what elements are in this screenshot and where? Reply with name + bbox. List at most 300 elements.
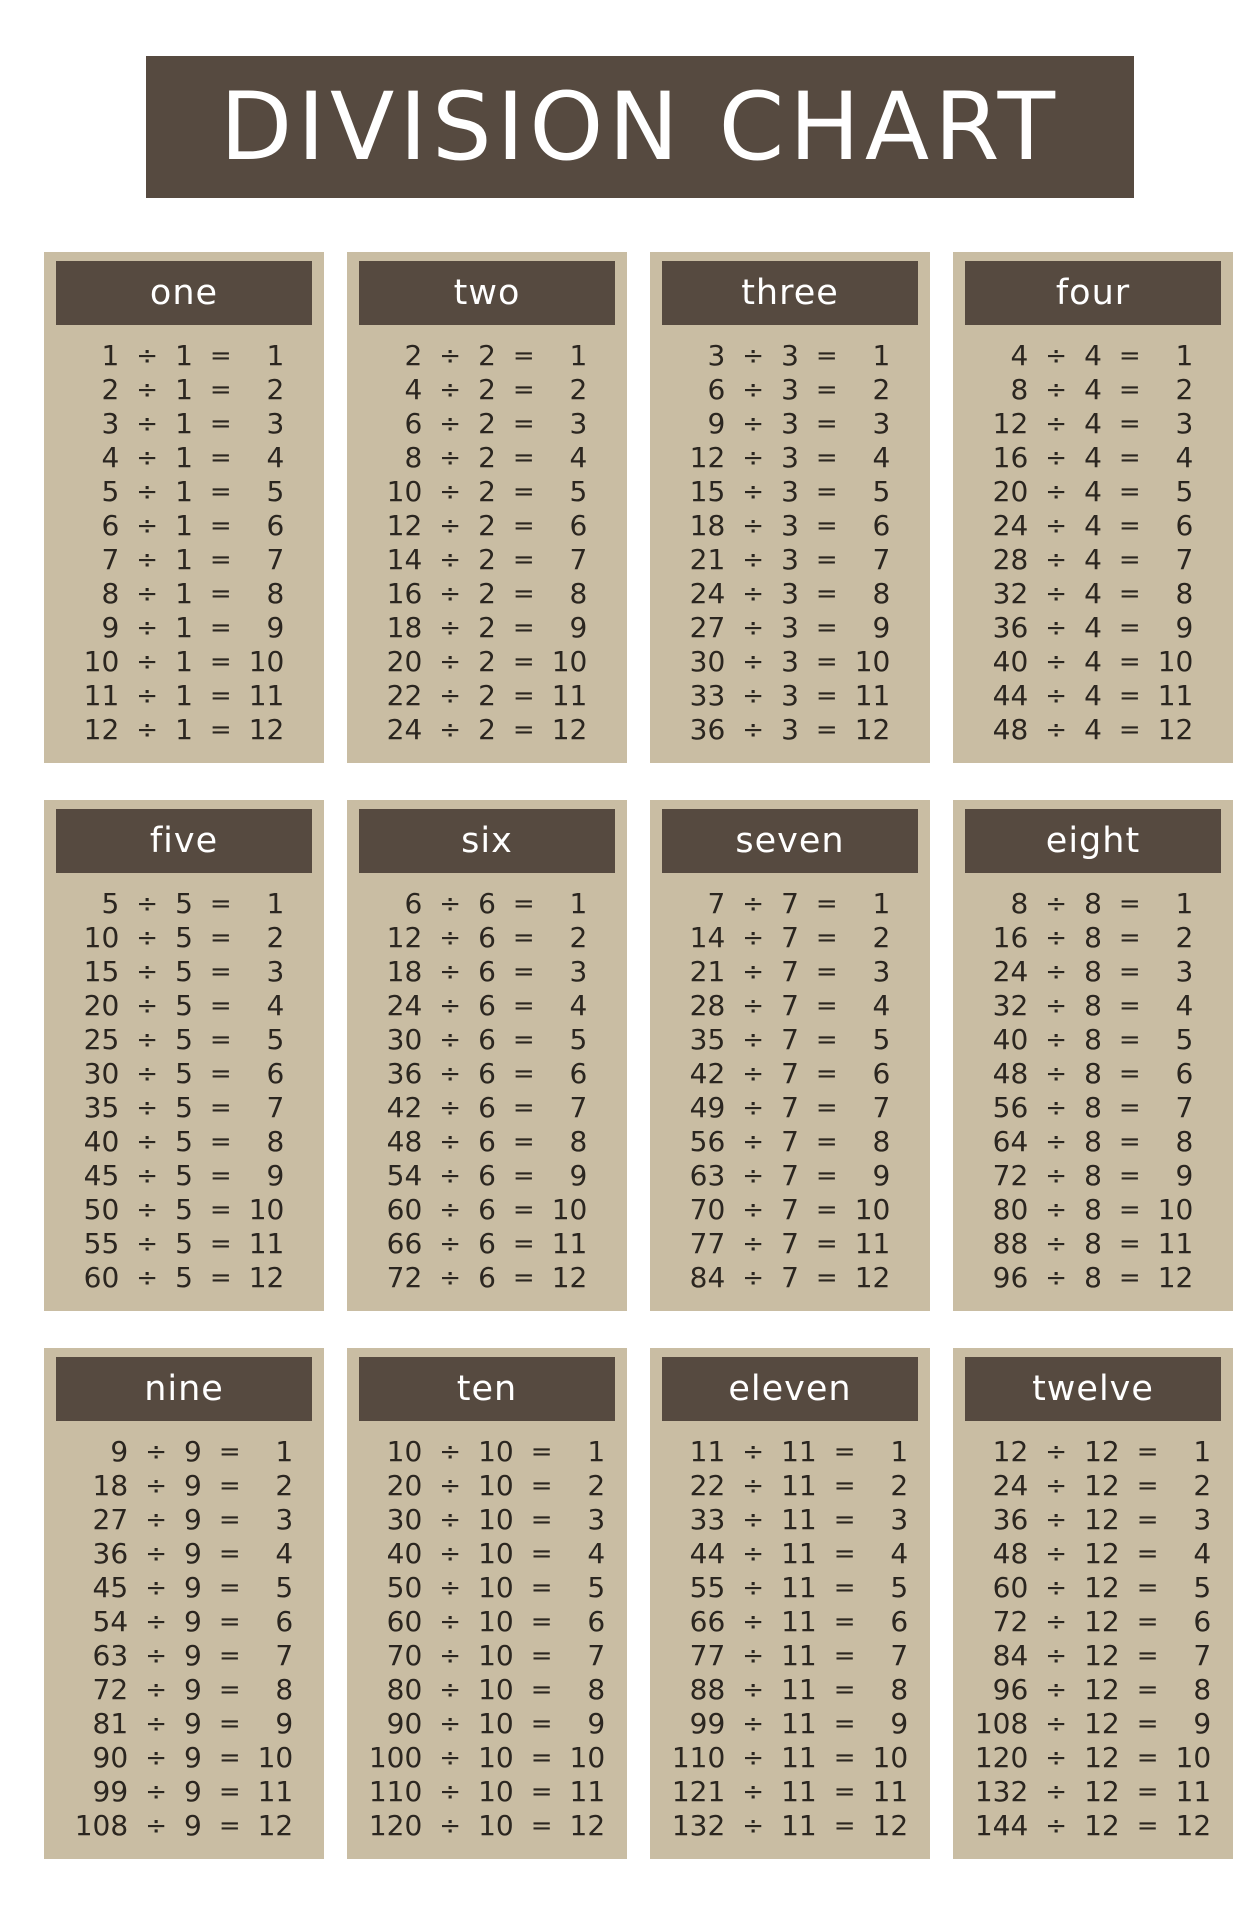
quotient-value: 4	[569, 989, 588, 1022]
equals-sign: =	[1118, 681, 1141, 711]
divisor-value: 6	[478, 1227, 496, 1260]
division-sign: ÷	[439, 579, 462, 609]
division-sign: ÷	[439, 1539, 462, 1569]
division-sign: ÷	[439, 1195, 462, 1225]
division-sign: ÷	[136, 681, 159, 711]
divisor-value: 6	[478, 1261, 496, 1294]
equation-row	[681, 1125, 900, 1159]
equation-rows	[75, 887, 294, 1295]
division-sign: ÷	[742, 511, 765, 541]
equals-sign: =	[209, 1195, 232, 1225]
divisor-value: 3	[781, 373, 799, 406]
equals-sign: =	[209, 991, 232, 1021]
equation-row	[66, 1775, 303, 1809]
quotient-value: 9	[872, 1159, 891, 1192]
quotient-value: 12	[248, 713, 285, 746]
division-sign: ÷	[439, 923, 462, 953]
divisor-value: 5	[175, 1057, 193, 1090]
equals-sign: =	[209, 375, 232, 405]
equation-row	[75, 1023, 294, 1057]
quotient-value: 10	[257, 1741, 294, 1774]
divisor-value: 1	[175, 679, 193, 712]
quotient-value: 6	[569, 1057, 588, 1090]
equation-row	[966, 1673, 1220, 1707]
equation-row	[360, 1605, 614, 1639]
quotient-value: 7	[1175, 543, 1194, 576]
division-sign: ÷	[136, 1025, 159, 1055]
equals-sign: =	[815, 1161, 838, 1191]
card-label: eight	[1045, 821, 1141, 861]
equals-sign: =	[1136, 1573, 1159, 1603]
dividend-value: 36	[689, 713, 726, 746]
divisor-value: 3	[781, 679, 799, 712]
quotient-value: 12	[551, 713, 588, 746]
equation-row	[75, 543, 294, 577]
equation-row	[66, 1673, 303, 1707]
equals-sign: =	[530, 1811, 553, 1841]
quotient-value: 11	[248, 679, 285, 712]
division-card-one	[44, 252, 324, 763]
equals-sign: =	[512, 1229, 535, 1259]
dividend-value: 22	[386, 679, 423, 712]
divisor-value: 7	[781, 955, 799, 988]
quotient-value: 10	[854, 1193, 891, 1226]
dividend-value: 1	[101, 339, 120, 372]
equation-row	[378, 1125, 597, 1159]
equation-row	[378, 407, 597, 441]
equation-row	[378, 1159, 597, 1193]
equals-sign: =	[815, 715, 838, 745]
divisor-value: 10	[478, 1741, 514, 1774]
equals-sign: =	[1118, 477, 1141, 507]
equation-row	[360, 1469, 614, 1503]
dividend-value: 50	[83, 1193, 120, 1226]
dividend-value: 15	[689, 475, 726, 508]
equals-sign: =	[209, 923, 232, 953]
equation-row	[984, 475, 1203, 509]
division-sign: ÷	[439, 545, 462, 575]
division-sign: ÷	[742, 375, 765, 405]
equation-row	[75, 921, 294, 955]
dividend-value: 10	[386, 475, 423, 508]
dividend-value: 84	[689, 1261, 726, 1294]
equation-row	[75, 989, 294, 1023]
division-sign: ÷	[1045, 341, 1068, 371]
quotient-value: 1	[569, 339, 588, 372]
equals-sign: =	[512, 443, 535, 473]
divisor-value: 7	[781, 1159, 799, 1192]
equals-sign: =	[1118, 375, 1141, 405]
equation-row	[378, 1193, 597, 1227]
equation-rows	[75, 339, 294, 747]
division-card-eleven	[650, 1348, 930, 1859]
equation-row	[984, 921, 1203, 955]
equation-row	[966, 1503, 1220, 1537]
division-sign: ÷	[439, 991, 462, 1021]
divisor-value: 10	[478, 1469, 514, 1502]
division-sign: ÷	[1045, 1263, 1068, 1293]
dividend-value: 121	[671, 1775, 726, 1808]
quotient-value: 5	[569, 1023, 588, 1056]
dividend-value: 60	[992, 1571, 1029, 1604]
divisor-value: 2	[478, 373, 496, 406]
equation-table	[663, 1435, 917, 1843]
quotient-value: 12	[551, 1261, 588, 1294]
equals-sign: =	[815, 1093, 838, 1123]
dividend-value: 21	[689, 955, 726, 988]
divisor-value: 1	[175, 577, 193, 610]
equation-row	[360, 1741, 614, 1775]
equals-sign: =	[1118, 647, 1141, 677]
equals-sign: =	[530, 1437, 553, 1467]
dividend-value: 54	[386, 1159, 423, 1192]
division-sign: ÷	[1045, 1573, 1068, 1603]
divisor-value: 6	[478, 1091, 496, 1124]
equation-row	[681, 1193, 900, 1227]
divisor-value: 2	[478, 475, 496, 508]
quotient-value: 5	[1175, 475, 1194, 508]
dividend-value: 35	[83, 1091, 120, 1124]
equals-sign: =	[530, 1675, 553, 1705]
equation-row	[75, 713, 294, 747]
quotient-value: 11	[569, 1775, 606, 1808]
dividend-value: 5	[101, 887, 120, 920]
equation-row	[663, 1605, 917, 1639]
quotient-value: 2	[872, 373, 891, 406]
cards-grid	[44, 252, 1233, 1859]
dividend-value: 25	[83, 1023, 120, 1056]
division-sign: ÷	[1045, 957, 1068, 987]
quotient-value: 9	[1175, 1159, 1194, 1192]
equation-row	[681, 921, 900, 955]
equation-row	[681, 887, 900, 921]
equation-row	[681, 407, 900, 441]
division-sign: ÷	[1045, 1161, 1068, 1191]
card-header	[965, 261, 1221, 325]
dividend-value: 100	[368, 1741, 423, 1774]
quotient-value: 4	[266, 441, 285, 474]
equation-row	[966, 1707, 1220, 1741]
quotient-value: 1	[1175, 887, 1194, 920]
divisor-value: 12	[1084, 1707, 1120, 1740]
divisor-value: 11	[781, 1809, 817, 1842]
quotient-value: 10	[248, 1193, 285, 1226]
equation-row	[984, 1023, 1203, 1057]
quotient-value: 7	[266, 543, 285, 576]
division-sign: ÷	[439, 477, 462, 507]
division-sign: ÷	[742, 613, 765, 643]
quotient-value: 6	[266, 509, 285, 542]
quotient-value: 11	[248, 1227, 285, 1260]
division-sign: ÷	[145, 1709, 167, 1739]
dividend-value: 3	[707, 339, 726, 372]
quotient-value: 6	[872, 509, 891, 542]
equation-row	[681, 543, 900, 577]
divisor-value: 6	[478, 887, 496, 920]
quotient-value: 8	[872, 577, 891, 610]
divisor-value: 8	[1084, 887, 1102, 920]
divisor-value: 5	[175, 1227, 193, 1260]
equals-sign: =	[209, 341, 232, 371]
equals-sign: =	[815, 1025, 838, 1055]
dividend-value: 55	[689, 1571, 726, 1604]
quotient-value: 11	[854, 1227, 891, 1260]
dividend-value: 64	[992, 1125, 1029, 1158]
equation-row	[966, 1435, 1220, 1469]
dividend-value: 11	[689, 1435, 726, 1468]
equals-sign: =	[512, 715, 535, 745]
quotient-value: 7	[569, 1091, 588, 1124]
divisor-value: 9	[183, 1469, 202, 1502]
dividend-value: 40	[992, 1023, 1029, 1056]
division-sign: ÷	[742, 1505, 765, 1535]
divisor-value: 5	[175, 1261, 193, 1294]
dividend-value: 56	[992, 1091, 1029, 1124]
dividend-value: 32	[992, 577, 1029, 610]
equation-row	[75, 577, 294, 611]
title-banner	[146, 56, 1134, 198]
division-sign: ÷	[1045, 545, 1068, 575]
division-sign: ÷	[742, 1539, 765, 1569]
dividend-value: 48	[992, 1537, 1029, 1570]
equals-sign: =	[815, 1059, 838, 1089]
divisor-value: 1	[175, 339, 193, 372]
division-card-three	[650, 252, 930, 763]
division-sign: ÷	[439, 647, 462, 677]
equation-table	[378, 339, 597, 747]
division-sign: ÷	[742, 715, 765, 745]
card-label: two	[453, 273, 521, 313]
dividend-value: 50	[386, 1571, 423, 1604]
division-sign: ÷	[742, 409, 765, 439]
quotient-value: 7	[266, 1091, 285, 1124]
divisor-value: 6	[478, 1057, 496, 1090]
dividend-value: 8	[1010, 373, 1029, 406]
card-label: twelve	[1032, 1369, 1154, 1409]
equals-sign: =	[512, 1161, 535, 1191]
division-sign: ÷	[742, 991, 765, 1021]
division-sign: ÷	[1045, 579, 1068, 609]
quotient-value: 10	[569, 1741, 606, 1774]
division-sign: ÷	[136, 409, 159, 439]
card-label: one	[149, 273, 219, 313]
equation-row	[378, 1091, 597, 1125]
divisor-value: 2	[478, 509, 496, 542]
divisor-value: 11	[781, 1435, 817, 1468]
equals-sign: =	[1136, 1811, 1159, 1841]
dividend-value: 8	[404, 441, 423, 474]
equation-row	[681, 509, 900, 543]
equation-row	[75, 339, 294, 373]
equation-row	[681, 1227, 900, 1261]
equation-row	[360, 1435, 614, 1469]
divisor-value: 10	[478, 1605, 514, 1638]
equation-row	[75, 887, 294, 921]
division-sign: ÷	[742, 1127, 765, 1157]
dividend-value: 90	[386, 1707, 423, 1740]
division-sign: ÷	[136, 647, 159, 677]
divisor-value: 4	[1084, 543, 1102, 576]
dividend-value: 14	[689, 921, 726, 954]
dividend-value: 16	[386, 577, 423, 610]
quotient-value: 9	[569, 1159, 588, 1192]
equals-sign: =	[512, 545, 535, 575]
quotient-value: 9	[266, 611, 285, 644]
equation-row	[663, 1435, 917, 1469]
divisor-value: 1	[175, 645, 193, 678]
division-sign: ÷	[1045, 1607, 1068, 1637]
quotient-value: 11	[872, 1775, 909, 1808]
divisor-value: 8	[1084, 921, 1102, 954]
quotient-value: 4	[890, 1537, 909, 1570]
quotient-value: 9	[569, 611, 588, 644]
dividend-value: 24	[992, 955, 1029, 988]
equals-sign: =	[512, 1093, 535, 1123]
divisor-value: 11	[781, 1639, 817, 1672]
dividend-value: 27	[92, 1503, 129, 1536]
quotient-value: 5	[275, 1571, 294, 1604]
divisor-value: 2	[478, 407, 496, 440]
division-sign: ÷	[1045, 1229, 1068, 1259]
quotient-value: 1	[1193, 1435, 1212, 1468]
dividend-value: 16	[992, 921, 1029, 954]
quotient-value: 7	[587, 1639, 606, 1672]
equation-row	[378, 373, 597, 407]
dividend-value: 72	[92, 1673, 129, 1706]
equals-sign: =	[530, 1607, 553, 1637]
divisor-value: 12	[1084, 1741, 1120, 1774]
equation-row	[360, 1639, 614, 1673]
equation-row	[663, 1503, 917, 1537]
division-sign: ÷	[439, 1229, 462, 1259]
divisor-value: 11	[781, 1673, 817, 1706]
equation-row	[75, 1227, 294, 1261]
dividend-value: 12	[386, 921, 423, 954]
division-sign: ÷	[742, 1263, 765, 1293]
equals-sign: =	[512, 1195, 535, 1225]
divisor-value: 5	[175, 1023, 193, 1056]
division-sign: ÷	[1045, 1641, 1068, 1671]
equation-row	[663, 1673, 917, 1707]
equals-sign: =	[815, 477, 838, 507]
quotient-value: 1	[872, 339, 891, 372]
equation-table	[75, 339, 294, 747]
division-sign: ÷	[439, 1777, 462, 1807]
dividend-value: 22	[689, 1469, 726, 1502]
equals-sign: =	[815, 1127, 838, 1157]
equals-sign: =	[209, 647, 232, 677]
equation-rows	[360, 1435, 614, 1843]
dividend-value: 30	[83, 1057, 120, 1090]
division-sign: ÷	[136, 545, 159, 575]
equation-row	[75, 645, 294, 679]
equals-sign: =	[512, 957, 535, 987]
dividend-value: 18	[386, 611, 423, 644]
divisor-value: 7	[781, 1023, 799, 1056]
quotient-value: 8	[1175, 577, 1194, 610]
equation-row	[360, 1775, 614, 1809]
division-sign: ÷	[742, 1229, 765, 1259]
dividend-value: 36	[386, 1057, 423, 1090]
division-card-six	[347, 800, 627, 1311]
quotient-value: 11	[854, 679, 891, 712]
dividend-value: 12	[992, 1435, 1029, 1468]
division-sign: ÷	[742, 1709, 765, 1739]
equals-sign: =	[218, 1505, 241, 1535]
dividend-value: 72	[992, 1605, 1029, 1638]
equation-row	[681, 441, 900, 475]
quotient-value: 5	[266, 1023, 285, 1056]
dividend-value: 36	[992, 1503, 1029, 1536]
equals-sign: =	[218, 1743, 241, 1773]
equals-sign: =	[512, 681, 535, 711]
divisor-value: 7	[781, 1227, 799, 1260]
equation-rows	[378, 887, 597, 1295]
dividend-value: 28	[689, 989, 726, 1022]
dividend-value: 4	[101, 441, 120, 474]
division-sign: ÷	[1045, 715, 1068, 745]
card-label: nine	[144, 1369, 224, 1409]
equation-row	[663, 1639, 917, 1673]
equals-sign: =	[218, 1811, 241, 1841]
division-sign: ÷	[145, 1505, 167, 1535]
quotient-value: 4	[1175, 989, 1194, 1022]
equals-sign: =	[512, 647, 535, 677]
divisor-value: 6	[478, 955, 496, 988]
equals-sign: =	[512, 477, 535, 507]
quotient-value: 12	[854, 1261, 891, 1294]
equals-sign: =	[1136, 1437, 1159, 1467]
equals-sign: =	[218, 1607, 241, 1637]
dividend-value: 81	[92, 1707, 129, 1740]
divisor-value: 2	[478, 577, 496, 610]
divisor-value: 3	[781, 543, 799, 576]
division-sign: ÷	[145, 1573, 167, 1603]
quotient-value: 2	[275, 1469, 294, 1502]
dividend-value: 27	[689, 611, 726, 644]
division-sign: ÷	[439, 1505, 462, 1535]
dividend-value: 77	[689, 1639, 726, 1672]
equals-sign: =	[512, 409, 535, 439]
dividend-value: 84	[992, 1639, 1029, 1672]
quotient-value: 3	[275, 1503, 294, 1536]
quotient-value: 3	[266, 407, 285, 440]
dividend-value: 24	[386, 989, 423, 1022]
division-sign: ÷	[136, 579, 159, 609]
equals-sign: =	[833, 1539, 856, 1569]
divisor-value: 7	[781, 1091, 799, 1124]
equals-sign: =	[512, 613, 535, 643]
dividend-value: 54	[92, 1605, 129, 1638]
equals-sign: =	[1136, 1607, 1159, 1637]
divisor-value: 10	[478, 1571, 514, 1604]
division-sign: ÷	[136, 1161, 159, 1191]
equation-row	[966, 1537, 1220, 1571]
card-label: five	[149, 821, 219, 861]
divisor-value: 4	[1084, 577, 1102, 610]
division-sign: ÷	[1045, 443, 1068, 473]
divisor-value: 12	[1084, 1435, 1120, 1468]
divisor-value: 1	[175, 509, 193, 542]
dividend-value: 110	[671, 1741, 726, 1774]
quotient-value: 7	[890, 1639, 909, 1672]
equals-sign: =	[1118, 889, 1141, 919]
division-sign: ÷	[1045, 923, 1068, 953]
divisor-value: 8	[1084, 1091, 1102, 1124]
card-label: ten	[456, 1369, 518, 1409]
equals-sign: =	[209, 1093, 232, 1123]
quotient-value: 12	[1157, 713, 1194, 746]
